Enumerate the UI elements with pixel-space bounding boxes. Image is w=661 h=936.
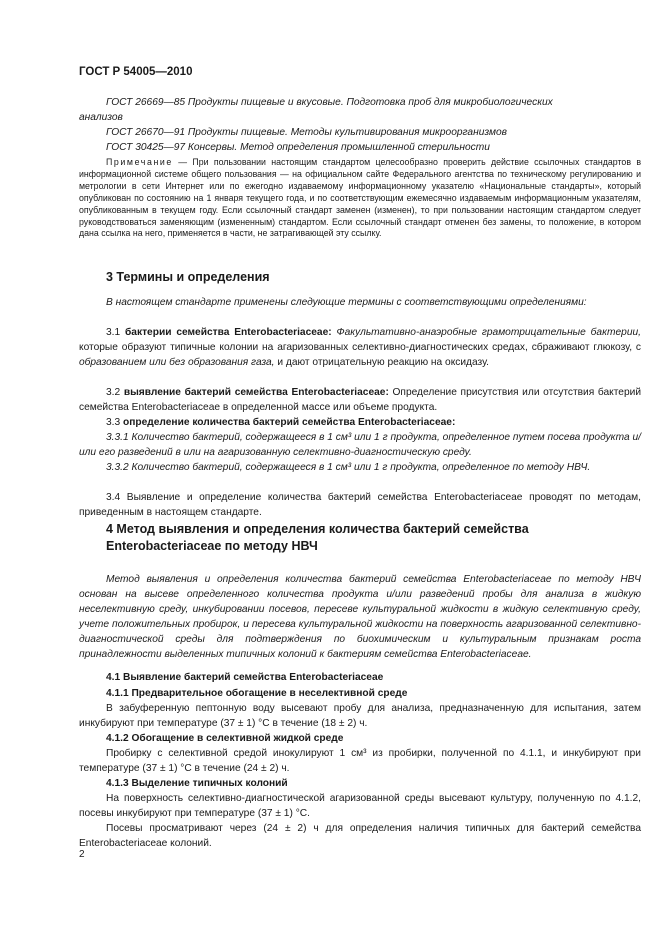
subsection-4-1-heading: 4.1 Выявление бактерий семейства Enterobacteriaceae bbox=[106, 672, 384, 683]
term-3-3-2: 3.3.2 Количество бактерий, содержащееся в 1 см³ или 1 г продукта, определенное по методу НВЧ. bbox=[106, 462, 591, 473]
section-3-heading: 3 Термины и определения bbox=[106, 270, 270, 284]
reference-item: ГОСТ 26669—85 Продукты пищевые и вкусовые. Подготовка проб для микробиологических анализов bbox=[79, 97, 553, 123]
section-4-intro: Метод выявления и определения количества бактерий семейства Enterobacteriaceae по методу НВЧ основан на высеве определенного количества продукта и/или разведений пробы для анализа в жидкую неселективную среду, инкубировании посевов, пересеве культуральной жидкости в жидкую селективную среду, учете положительных пробирок, и пересева культуральной жидкости на поверхность агаризованной селективно-диагностической среды для подтверждения по биохимическим и культуральным признакам роста принадлежности выделенных типичных колоний к бактериям семейства Enterobacteriaceae. bbox=[79, 574, 641, 660]
paragraph-3-4: 3.4 Выявление и определение количества бактерий семейства Enterobacteriaceae проводят по методам, приведенным в настоящем стандарте. bbox=[79, 492, 641, 518]
subsection-4-1-2-heading: 4.1.2 Обогащение в селективной жидкой среде bbox=[106, 733, 344, 744]
reference-note: Примечание — При пользовании настоящим стандартом целесообразно проверить действие ссылочных стандартов в информационной системе общего пользования — на официальном сайте Федерального агентства по техническому регулированию и метрологии в сети Интернет или по ежегодно издаваемому информационному указателю «Национальные стандарты», который опубликован по состоянию на 1 января текущего года, и по соответствующим ежемесячно издаваемым информационным указателям, опубликованным в текущем году. Если ссылочный стандарт заменен (изменен), то при пользовании настоящим стандартом следует руководствоваться заменяющим (измененным) стандартом. Если ссылочный стандарт отменен без замены, то положение, в котором дана ссылка на него, применяется в части, не затрагивающей эту ссылку. bbox=[79, 157, 641, 239]
subsection-4-1-3-heading: 4.1.3 Выделение типичных колоний bbox=[106, 778, 288, 789]
subsection-4-1-1-heading: 4.1.1 Предварительное обогащение в неселективной среде bbox=[106, 688, 408, 699]
paragraph-4-1-2: Пробирку с селективной средой инокулируют 1 см³ из пробирки, полученной по 4.1.1, и инкубируют при температуре (37 ± 1) °С в течение (24 ± 2) ч. bbox=[79, 748, 641, 774]
reference-item: ГОСТ 26670—91 Продукты пищевые. Методы культивирования микроорганизмов bbox=[106, 127, 507, 138]
term-3-3-1: 3.3.1 Количество бактерий, содержащееся в 1 см³ или 1 г продукта, определенное путем посева продукта и/или его разведений в или на агаризованную селективно-диагностическую среду. bbox=[79, 432, 641, 458]
section-4-heading: 4 Метод выявления и определения количества бактерий семейства Enterobacteriaceae по методу НВЧ bbox=[106, 522, 529, 553]
reference-item: ГОСТ 30425—97 Консервы. Метод определения промышленной стерильности bbox=[106, 142, 490, 153]
term-3-1: 3.1 бактерии семейства Enterobacteriaceae: Факультативно-анаэробные грамотрицательные бактерии, которые образуют типичные колонии на агаризованных селективно-диагностических средах, сбраживают глюкозу, с образованием или без образования газа, и дают отрицательную реакцию на оксидазу. bbox=[79, 327, 641, 368]
paragraph-4-1-3b: Посевы просматривают через (24 ± 2) ч для определения наличия типичных для бактерий семейства Enterobacteriaceae колоний. bbox=[79, 823, 641, 849]
term-3-3: 3.3 определение количества бактерий семейства Enterobacteriaceae: bbox=[106, 417, 456, 428]
page-header: ГОСТ Р 54005—2010 bbox=[79, 66, 193, 78]
paragraph-4-1-1: В забуференную пептонную воду высевают пробу для анализа, предназначенную для испытания, затем инкубируют при температуре (37 ± 1) °С в течение (18 ± 2) ч. bbox=[79, 703, 641, 729]
paragraph-4-1-3a: На поверхность селективно-диагностической агаризованной среды высевают культуру, полученную по 4.1.2, посевы инкубируют при температуре (37 ± 1) °С. bbox=[79, 793, 641, 819]
section-3-intro: В настоящем стандарте применены следующие термины с соответствующими определениями: bbox=[106, 297, 587, 308]
term-3-2: 3.2 выявление бактерий семейства Enterobacteriaceae: Определение присутствия или отсутствия бактерий семейства Enterobacteriaceae в определенной массе или объеме продукта. bbox=[79, 387, 642, 413]
page-number: 2 bbox=[79, 849, 85, 860]
